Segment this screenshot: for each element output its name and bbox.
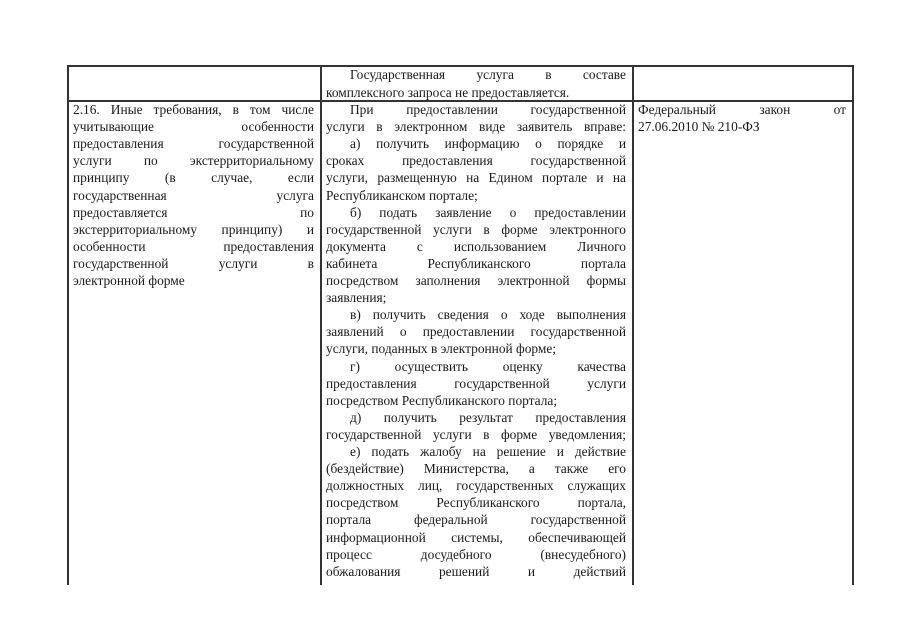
text-line: 27.06.2010 № 210-ФЗ [638, 119, 760, 135]
column-divider-2 [632, 65, 634, 585]
text-line: а) получить информацию о порядке и [350, 136, 626, 152]
text-line: услуги, поданных в электронной форме; [326, 341, 557, 357]
text-line: предоставления государственной [73, 136, 314, 152]
text-line: Государственная услуга в составе [350, 67, 626, 82]
text-line: услуги по экстерриториальному [73, 153, 314, 169]
text-line: обжалования решений и действий [326, 563, 626, 579]
text-line: электронной форме [73, 273, 185, 288]
text-line: учитывающие особенности [73, 119, 314, 135]
text-line: При предоставлении государственной [350, 102, 626, 117]
text-line: государственной услуги в форме электронного [326, 221, 626, 237]
text-line: услуги, размещенную на Едином портале и на [326, 170, 626, 186]
text-line: экстерриториальному принципу) и [73, 221, 314, 237]
text-line: процесс досудебного (внесудебного) [326, 546, 626, 562]
text-line: портала федеральной государственной [326, 512, 626, 528]
text-line: посредством Республиканского портала, [326, 495, 626, 511]
text-line: информационной системы, обеспечивающей [326, 529, 626, 545]
text-line: особенности предоставления [73, 238, 314, 254]
text-line: принципу (в случае, если [73, 170, 314, 186]
text-line: государственная услуга [73, 187, 314, 203]
text-line: б) подать заявление о предоставлении [350, 204, 626, 220]
text-line: 2.16. Иные требования, в том числе [73, 102, 314, 117]
text-line: в) получить сведения о ходе выполнения [350, 307, 626, 323]
text-line: посредством Республиканского портала; [326, 392, 558, 408]
table-left-border [67, 65, 69, 585]
text-line: посредством заполнения электронной формы [326, 273, 626, 288]
text-line: е) подать жалобу на решение и действие [350, 444, 626, 459]
text-line: г) осуществить оценку качества [350, 358, 626, 374]
text-line: заявлений о предоставлении государственной [326, 324, 626, 340]
text-line: Республиканском портале; [326, 187, 478, 203]
text-line: должностных лиц, государственных служащих [326, 478, 626, 494]
text-line: государственной услуги в [73, 255, 314, 271]
text-line: Федеральный закон от [638, 102, 846, 117]
text-line: (бездействие) Министерства, а также его [326, 461, 626, 477]
text-line: кабинета Республиканского портала [326, 255, 626, 271]
text-line: д) получить результат предоставления [350, 409, 626, 425]
column-divider-1 [320, 65, 322, 585]
text-line: сроках предоставления государственной [326, 153, 626, 169]
text-line: заявления; [326, 290, 387, 306]
text-line: документа с использованием Личного [326, 238, 626, 254]
text-line: предоставления государственной услуги [326, 375, 626, 391]
text-line: услуги в электронном виде заявитель вправе: [326, 119, 626, 135]
text-line: предоставляется по [73, 204, 314, 220]
table-right-border [852, 65, 854, 585]
text-line: комплексного запроса не предоставляется. [326, 84, 570, 100]
text-line: государственной услуги в форме уведомления; [326, 426, 626, 442]
